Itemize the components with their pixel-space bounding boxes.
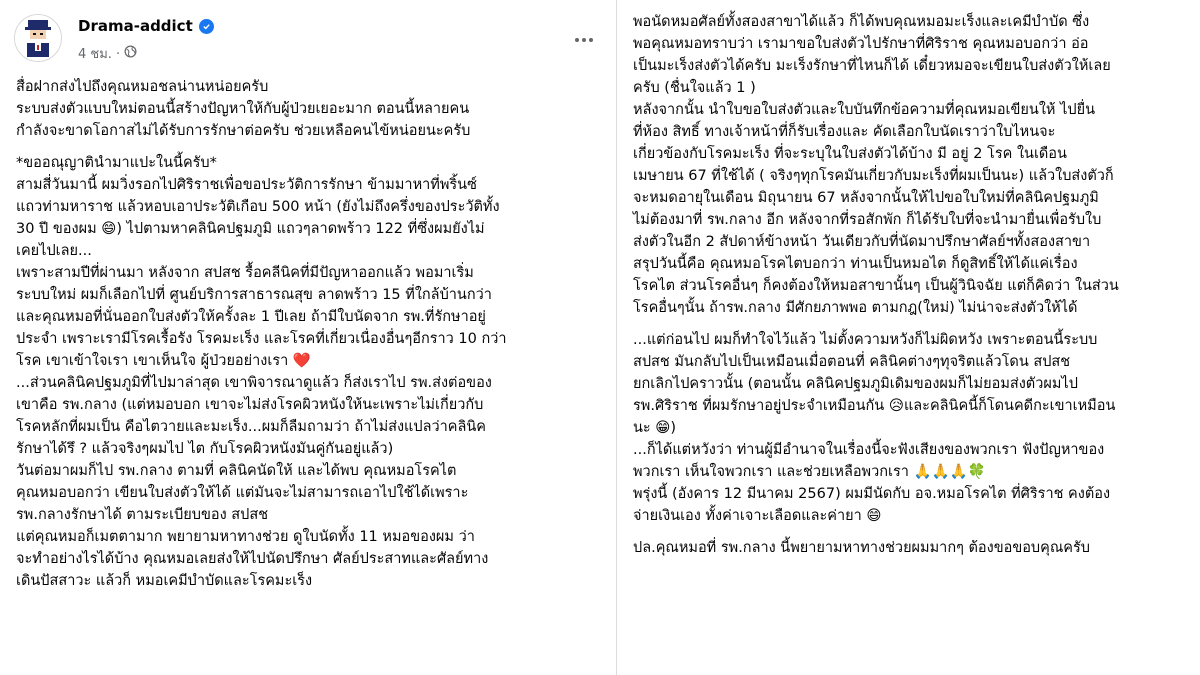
post-body-left — [16, 76, 600, 602]
post-body-right — [633, 11, 1189, 569]
post-continuation-paragraph: พอนัดหมอศัลย์ทั้งสองสาขาได้แล้ว ก็ได้พบคุณหมอมะเร็งและเคมีบำบัด ซึ่ง พอคุณหมอทราบว่า เรามาขอใบส่งตัวไปรักษาที่ศิริราช คุณหมอบอกว่า อ่อ เป็นมะเร็งส่งตัวได้ครับ มะเร็งรักษาที่ไหนก็ได้ เดี๋ยวหมอจะเขียนใบส่งตัวให้เลย ครับ (ชื่นใจแล้ว 1 ) หลังจากนั้น นำใบขอใบส่งตัวและใบบันทึกข้อความที่คุณหมอเขียนให้ ไปยื่น ที่ห้อง สิทธิ์ ทางเจ้าหน้าที่ก็รับเรื่องและ คัดเลือกใบนัดเราว่าใบไหนจะ เกี่ยวข้องกับโรคมะเร็ง ที่จะระบุในใบส่งตัวได้บ้าง มี อยู่ 2 โรค ในเดือน เมษายน 67 ที่ใช้ได้ ( จริงๆทุกโรคมันเกี่ยวกับมะเร็งที่ผมเป็นนะ) แล้วใบส่งตัวก็ จะหมดอายุในเดือน มิถุนายน 67 หลังจากนั้นให้ไปขอใบใหม่ที่คลินิคปฐมภูมิ ไม่ต้องมาที่ รพ.กลาง อีก หลังจากที่รอสักพัก ก็ได้รับใบที่จะนำมายื่นเพื่อรับใบ ส่งตัวในอีก 2 สัปดาห์ข้างหน้า วันเดียวกับที่นัดมาปรึกษาศัลย์ฯทั้งสองสาขา สรุปวันนี้คือ คุณหมอโรคไตบอกว่า ท่านเป็นหมอไต ก็ดูสิทธิ์ให้ได้แค่เรื่อง โรคไต ส่วนโรคอื่นๆ ก็คงต้องให้หมอสาขานั้นๆ เป็นผู้วินิจฉัย แต่ก็คิดว่า ในส่วน โรคอื่นๆนั้น ถ้ารพ.กลาง มีศักยภาพพอ ตามกฎ(ใหม่) ไม่น่าจะส่งตัวให้ได้ — [633, 14, 1119, 316]
verified-badge-icon — [199, 19, 214, 34]
globe-icon — [124, 45, 137, 62]
post-timestamp[interactable]: 4 ชม. · — [78, 47, 121, 62]
post-closing-paragraph: ...แต่ก่อนไป ผมก็ทำใจไว้แล้ว ไม่ตั้งความหวังก็ไม่ผิดหวัง เพราะตอนนี้ระบบ สปสช มันกลับไปเป็นเหมือนเมื่อตอนที่ คลินิคต่างๆทุจริตแล้วโดน สปสช ยกเลิกไปคราวนั้น (ตอนนั้น คลินิคปฐมภูมิเดิมของผมก็ไม่ยอมส่งตัวผมไป รพ.ศิริราช ที่ผมรักษาอยู่ประจำเหมือนกัน 😥และคลินิคนี้ก็โดนคดีกะเขาเหมือน นะ 😁) ...ก็ได้แต่หวังว่า ท่านผู้มีอำนาจในเรื่องนี้จะฟังเสียงของพวกเรา ฟังปัญหาของ พวกเรา เห็นใจพวกเรา และช่วยเหลือพวกเรา 🙏🙏🙏🍀 พรุ่งนี้ (อังคาร 12 มีนาคม 2567) ผมมีนัดกับ อจ.หมอโรคไต ที่ศิริราช คงต้อง จ่ายเงินเอง ทั้งค่าเจาะเลือดและค่ายา 😄 — [633, 332, 1116, 524]
post-intro-paragraph: สื่อฝากส่งไปถึงคุณหมอชลน่านหน่อยครับ ระบบส่งตัวแบบใหม่ตอนนี้สร้างปัญหาให้กับผู้ป่วยเยอะมาก ตอนนี้หลายคน กำลังจะขาดโอกาสไม่ได้รับการรักษาต่อครับ ช่วยเหลือคนไข้หน่อยนะครับ — [16, 79, 471, 139]
post-right-column — [616, 0, 1200, 675]
author-name[interactable]: Drama-addict — [78, 17, 193, 35]
post-header — [0, 0, 610, 60]
post-meta — [78, 43, 137, 64]
avatar[interactable] — [14, 14, 62, 62]
post-ps-paragraph: ปล.คุณหมอที่ รพ.กลาง นี้พยายามหาทางช่วยผมมากๆ ต้องขอขอบคุณครับ — [633, 540, 1090, 556]
page-name[interactable] — [78, 17, 214, 35]
more-options-icon[interactable] — [570, 30, 598, 50]
post-story-paragraph: *ขออณุญาตินำมาแปะในนี้ครับ* สามสี่วันมานี้ ผมวิ่งรอกไปศิริราชเพื่อขอประวัติการรักษา ข้ามมาหาที่พริ้นซ์ แถวท่ามหาราช แล้วหอบเอาประวัติเกือบ 500 หน้า (ยังไม่ถึงครึ่งของประวัติทั้ง 30 ปี ของผม 😄) ไปตามหาคลินิคปฐมภูมิ แถวๆลาดพร้าว 122 ที่ซึ่งผมยังไม่ เคยไปเลย... เพราะสามปีที่ผ่านมา หลังจาก สปสช รื้อคลีนิคที่มีปัญหาออกแล้ว พอมาเริ่ม ระบบใหม่ ผมก็เลือกไปที่ ศูนย์บริการสาธารณสุข ลาดพร้าว 15 ที่ใกล้บ้านกว่า และคุณหมอที่นั่นออกใบส่งตัวให้ครั้งละ 1 ปีเลย ถ้ามีใบนัดจาก รพ.ที่รักษาอยู่ ประจำ เพราะเรามีโรคเรื้อรัง โรคมะเร็ง และโรคที่เกี่ยวเนื่องอื่นๆอีกราว 10 กว่า โรค เขาเข้าใจเรา เขาเห็นใจ ผู้ป่วยอย่างเรา ❤️ ...ส่วนคลินิคปฐมภูมิที่ไปมาล่าสุด เขาพิจารณาดูแล้ว ก็ส่งเราไป รพ.ส่งต่อของ เขาคือ รพ.กลาง (แต่หมอบอก เขาจะไม่ส่งโรคผิวหนังให้นะเพราะไม่เกี่ยวกับ โรคหลักที่ผมเป็น คือไตวายและมะเร็ง...ผมก็ลืมถามว่า ถ้าไม่ส่งแปลว่าคลินิค รักษาได้รึ ? แล้วจริงๆผมไป ไต กับโรคผิวหนังมันคู่กันอยู่แล้ว) วันต่อมาผมก็ไป รพ.กลาง ตามที่ คลินิคนัดให้ และได้พบ คุณหมอโรคไต คุณหมอบอกว่า เขียนใบส่งตัวให้ได้ แต่มันจะไม่สามารถเอาไปใช้ได้เพราะ รพ.กลางรักษาได้ ตามระเบียบของ สปสช แต่คุณหมอก็เมตตามาก พยายามหาทางช่วย ดูใบนัดทั้ง 11 หมอของผม ว่า จะทำอย่างไรได้บ้าง คุณหมอเลยส่งให้ไปนัดปรึกษา ศัลย์ประสาทและศัลย์ทาง เดินปัสสาวะ แล้วก็ หมอเคมีบำบัดและโรคมะเร็ง — [16, 155, 507, 589]
